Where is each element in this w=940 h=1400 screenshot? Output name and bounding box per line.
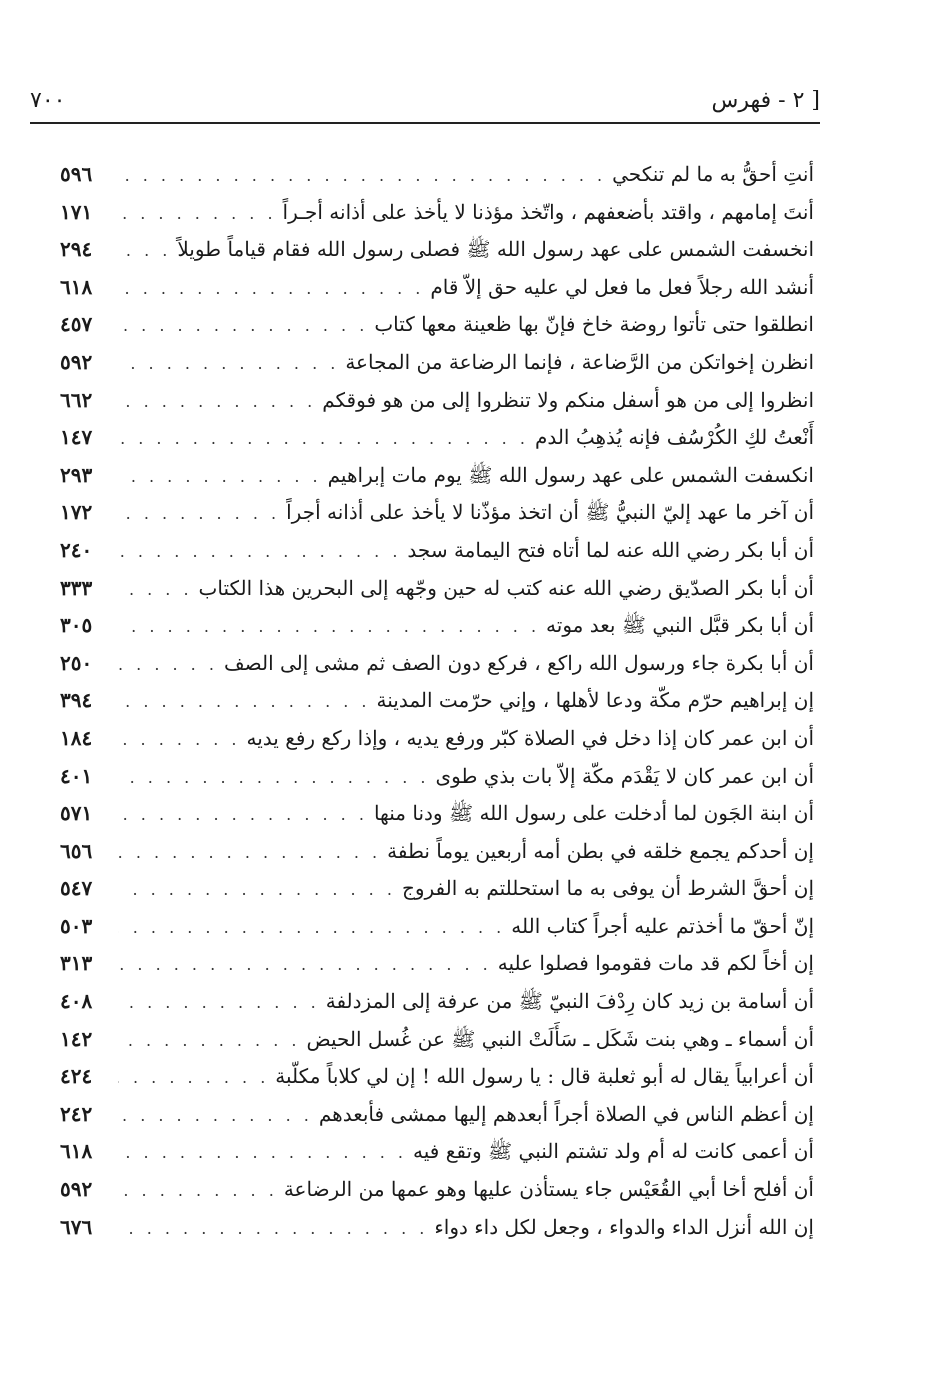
dot-leader bbox=[118, 495, 280, 532]
entry-text: انخسفت الشمس على عهد رسول الله ﷺ فصلى رسول الله فقام قياماً طويلاً bbox=[177, 237, 814, 262]
entry-page-number: ١٤٧ bbox=[60, 425, 93, 450]
entry-page-number: ٦٥٦ bbox=[60, 838, 93, 863]
dot-leader bbox=[118, 984, 320, 1021]
entry-page-number: ٦٦٢ bbox=[60, 387, 93, 412]
entry-text: أنتِ أحقُّ به ما لم تنكحي bbox=[612, 162, 814, 186]
entry-text: انطلقوا حتى تأتوا روضة خاخ فإنّ بها ظعينة معها كتاب bbox=[374, 312, 814, 337]
dot-leader bbox=[118, 1059, 269, 1096]
dot-leader bbox=[118, 608, 540, 645]
dot-leader bbox=[118, 195, 277, 232]
entry-page-number: ٣٩٤ bbox=[60, 688, 93, 713]
entry-text: إن أحقَّ الشرط أن يوفى به ما استحللتم به الفروج bbox=[401, 876, 814, 901]
index-entry bbox=[60, 682, 814, 720]
index-entry bbox=[60, 908, 814, 946]
index-entry bbox=[60, 870, 814, 908]
index-entry-list bbox=[60, 156, 814, 1246]
entry-text: أن أسماء ـ وهي بنت شَكَل ـ سَأَلَتْ النبي ﷺ عن غُسل الحيض bbox=[306, 1026, 814, 1051]
index-entry bbox=[60, 382, 814, 420]
index-entry bbox=[60, 194, 814, 232]
entry-page-number: ٥٧١ bbox=[60, 801, 93, 826]
entry-page-number: ٣٣٣ bbox=[60, 575, 93, 600]
index-entry bbox=[60, 645, 814, 683]
index-entry bbox=[60, 344, 814, 382]
entry-page-number: ٦١٨ bbox=[60, 274, 93, 299]
header-divider bbox=[30, 122, 820, 124]
dot-leader bbox=[118, 1134, 407, 1171]
entry-page-number: ٢٤٠ bbox=[60, 537, 93, 562]
dot-leader bbox=[118, 307, 368, 344]
entry-text: أن أبا بكر قبَّل النبي ﷺ بعد موته bbox=[546, 613, 814, 638]
dot-leader bbox=[118, 345, 339, 382]
entry-text: أن أبا بكرة جاء ورسول الله راكع ، فركع دون الصف ثم مشى إلى الصف bbox=[223, 650, 814, 675]
dot-leader bbox=[118, 420, 529, 457]
entry-page-number: ١٧٢ bbox=[60, 500, 93, 525]
dot-leader bbox=[118, 458, 322, 495]
entry-page-number: ٤٥٧ bbox=[60, 312, 93, 337]
entry-text: انظرن إخواتكن من الرَّضاعة ، فإنما الرضاعة من المجاعة bbox=[345, 349, 814, 374]
entry-text: إن أحدكم يجمع خلقه في بطن أمه أربعين يوماً نطفة bbox=[387, 838, 814, 863]
index-entry bbox=[60, 1133, 814, 1171]
index-entry bbox=[60, 457, 814, 495]
dot-leader bbox=[118, 909, 505, 946]
index-entry bbox=[60, 231, 814, 269]
dot-leader bbox=[118, 383, 316, 420]
dot-leader bbox=[118, 1022, 300, 1059]
dot-leader bbox=[118, 1172, 278, 1209]
dot-leader bbox=[118, 571, 193, 608]
entry-text: أن ابنة الجَون لما أدخلت على رسول الله ﷺ ودنا منها bbox=[373, 801, 814, 826]
entry-page-number: ١٧١ bbox=[60, 199, 93, 224]
entry-page-number: ٤٢٤ bbox=[60, 1064, 93, 1089]
index-entry bbox=[60, 758, 814, 796]
entry-text: أنشد الله رجلاً فعل ما فعل لي عليه حق إلاّ قام bbox=[430, 274, 814, 299]
entry-page-number: ٥٤٧ bbox=[60, 876, 93, 901]
entry-text: أن ابن عمر كان إذا دخل في الصلاة كبّر ورفع يديه ، وإذا ركع رفع يديه bbox=[246, 725, 814, 750]
index-entry bbox=[60, 607, 814, 645]
entry-text: إن أخاً لكم قد مات فقوموا فصلوا عليه bbox=[497, 951, 814, 976]
entry-page-number: ٤٠٨ bbox=[60, 989, 93, 1014]
entry-page-number: ٥٩٢ bbox=[60, 349, 93, 374]
index-entry bbox=[60, 983, 814, 1021]
entry-page-number: ٢٥٠ bbox=[60, 650, 93, 675]
entry-text: أن أبا بكر رضي الله عنه لما أتاه فتح اليمامة سجد bbox=[407, 537, 814, 562]
index-entry bbox=[60, 494, 814, 532]
entry-text: أن آخر ما عهد إليّ النبيُّ ﷺ أن اتخذ مؤذّنا لا يأخذ على أذانه أجراً bbox=[286, 500, 814, 525]
dot-leader bbox=[118, 1210, 428, 1247]
index-entry bbox=[60, 720, 814, 758]
dot-leader bbox=[118, 232, 171, 269]
dot-leader bbox=[118, 646, 218, 683]
index-entry bbox=[60, 945, 814, 983]
entry-page-number: ٢٩٣ bbox=[60, 462, 93, 487]
entry-text: أَنْعتُ لكِ الكُرْسُف فإنه يُذهِبُ الدم bbox=[534, 425, 814, 450]
entry-text: أن أبا بكر الصدّيق رضي الله عنه كتب له حين وجّهه إلى البحرين هذا الكتاب bbox=[198, 575, 814, 600]
dot-leader bbox=[118, 721, 241, 758]
page-header bbox=[30, 82, 820, 118]
entry-page-number: ١٤٢ bbox=[60, 1026, 93, 1051]
index-entry bbox=[60, 156, 814, 194]
index-entry bbox=[60, 1171, 814, 1209]
index-entry bbox=[60, 532, 814, 570]
dot-leader bbox=[118, 683, 371, 720]
index-entry bbox=[60, 419, 814, 457]
entry-text: انظروا إلى من هو أسفل منكم ولا تنظروا إلى من هو فوقكم bbox=[322, 387, 814, 412]
dot-leader bbox=[118, 270, 424, 307]
entry-text: انكسفت الشمس على عهد رسول الله ﷺ يوم مات إبراهيم bbox=[327, 462, 814, 487]
index-entry bbox=[60, 1209, 814, 1247]
entry-page-number: ٢٤٢ bbox=[60, 1101, 93, 1126]
entry-text: إن الله أنزل الداء والدواء ، وجعل لكل داء دواء bbox=[434, 1214, 814, 1239]
index-entry bbox=[60, 570, 814, 608]
entry-page-number: ٣٠٥ bbox=[60, 613, 93, 638]
index-entry bbox=[60, 795, 814, 833]
index-entry bbox=[60, 1058, 814, 1096]
entry-page-number: ٣١٣ bbox=[60, 951, 93, 976]
entry-page-number: ٦١٨ bbox=[60, 1139, 93, 1164]
entry-text: أن أعمى كانت له أم ولد تشتم النبي ﷺ وتقع فيه bbox=[413, 1139, 814, 1164]
dot-leader bbox=[118, 759, 429, 796]
entry-text: إن إبراهيم حرّم مكّة ودعا لأهلها ، وإني حرّمت المدينة bbox=[376, 688, 814, 713]
entry-page-number: ١٨٤ bbox=[60, 725, 93, 750]
entry-text: أنتَ إمامهم ، واقتد بأضعفهم ، واتّخذ مؤذنا لا يأخذ على أذانه أجـراً bbox=[282, 199, 814, 224]
entry-text: أن أفلح أخا أبي القُعَيْس جاء يستأذن عليها وهو عمها من الرضاعة bbox=[283, 1177, 814, 1202]
entry-text: أن أعرابياً يقال له أبو ثعلبة قال : يا رسول الله ! إن لي كلاباً مكلّبة bbox=[275, 1064, 814, 1089]
entry-text: إن أعظم الناس في الصلاة أجراً أبعدهم إليها ممشى فأبعدهم bbox=[318, 1101, 814, 1126]
dot-leader bbox=[118, 796, 368, 833]
dot-leader bbox=[118, 157, 606, 194]
index-entry bbox=[60, 306, 814, 344]
index-entry bbox=[60, 269, 814, 307]
dot-leader bbox=[118, 834, 381, 871]
index-entry bbox=[60, 1096, 814, 1134]
page-number: ٧٠٠ bbox=[30, 87, 66, 113]
section-title: [ ٢ - فهرس bbox=[711, 87, 820, 113]
dot-leader bbox=[118, 871, 396, 908]
entry-page-number: ٢٩٤ bbox=[60, 237, 93, 262]
entry-page-number: ٦٧٦ bbox=[60, 1214, 93, 1239]
dot-leader bbox=[118, 533, 401, 570]
index-entry bbox=[60, 833, 814, 871]
entry-text: إنّ أحقّ ما أخذتم عليه أجراً كتاب الله bbox=[511, 913, 814, 938]
entry-page-number: ٤٠١ bbox=[60, 763, 93, 788]
entry-page-number: ٥٩٢ bbox=[60, 1177, 93, 1202]
index-entry bbox=[60, 1021, 814, 1059]
entry-text: أن أسامة بن زيد كان رِدْفَ النبيّ ﷺ من عرفة إلى المزدلفة bbox=[325, 989, 814, 1014]
entry-page-number: ٥٩٦ bbox=[60, 162, 93, 186]
dot-leader bbox=[118, 946, 492, 983]
entry-page-number: ٥٠٣ bbox=[60, 913, 93, 938]
entry-text: أن ابن عمر كان لا يَقْدَم مكّة إلاّ بات بذي طوى bbox=[435, 763, 814, 788]
dot-leader bbox=[118, 1097, 313, 1134]
